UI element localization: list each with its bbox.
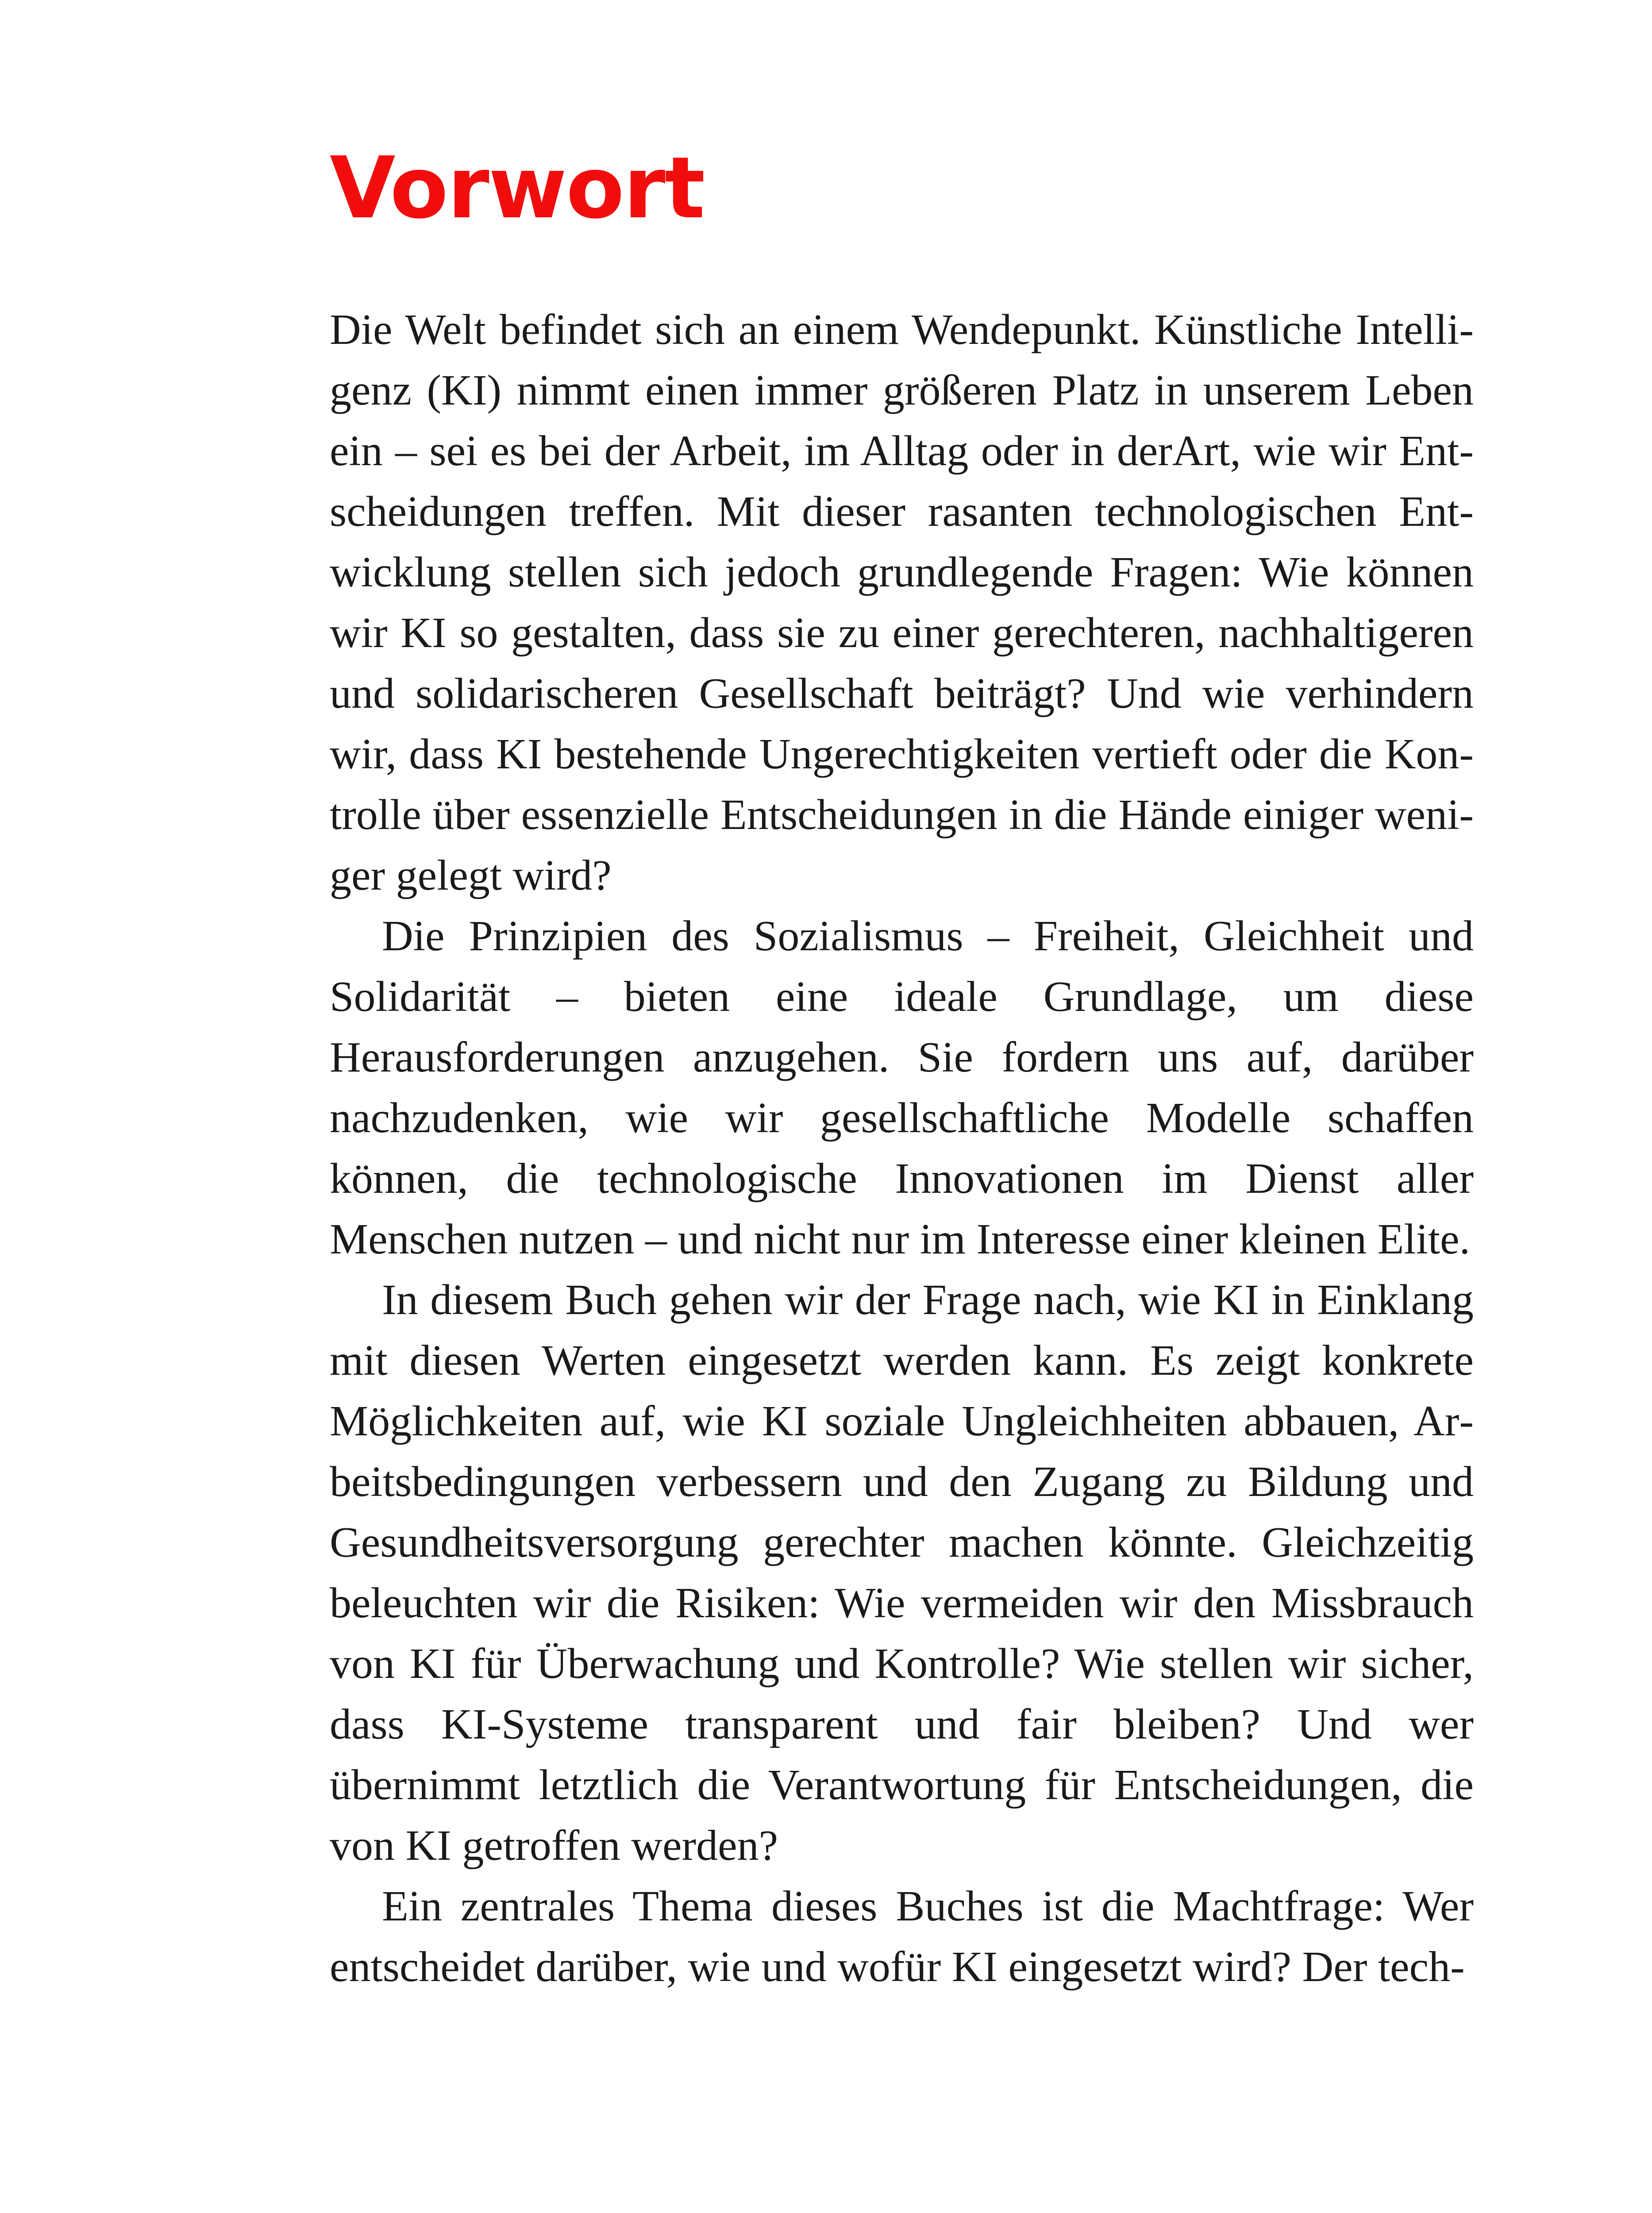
body-text	[330, 300, 1474, 1997]
paragraph: Die Welt befindet sich an einem Wendepunkt. Künstliche Intelligenz (KI) nimmt einen immer größeren Platz in unserem Leben ein – sei es bei der Arbeit, im Alltag oder in derArt, wie wir Entscheidungen treffen. Mit dieser rasanten technologischen Entwicklung stellen sich jedoch grundlegende Fragen: Wie können wir KI so gestalten, dass sie zu einer gerechteren, nachhaltigeren und solidarischeren Gesellschaft beiträgt? Und wie verhindern wir, dass KI bestehende Ungerechtigkeiten vertieft oder die Kontrolle über essenzielle Entscheidungen in die Hände einiger weniger gelegt wird?	[330, 306, 1474, 899]
paragraph: In diesem Buch gehen wir der Frage nach, wie KI in Einklang mit diesen Werten eingesetzt werden kann. Es zeigt konkrete Möglichkeiten auf, wie KI soziale Ungleichheiten abbauen, Arbeitsbedingungen verbessern und den Zugang zu Bildung und Gesundheitsversorgung gerechter machen könnte. Gleichzeitig beleuchten wir die Risiken: Wie vermeiden wir den Missbrauch von KI für Überwachung und Kontrolle? Wie stellen wir sicher, dass KI-Systeme transparent und fair bleiben? Und wer übernimmt letztlich die Verantwortung für Entscheidungen, die von KI getroffen werden?	[330, 1276, 1474, 1870]
paragraph: Ein zentrales Thema dieses Buches ist die Machtfrage: Wer entscheidet darüber, wie und wofür KI eingesetzt wird? Der tech-	[330, 1882, 1474, 1991]
paragraph: Die Prinzipien des Sozialismus – Freiheit, Gleichheit und Solidarität – bieten eine ideale Grundlage, um diese Herausforderungen anzugehen. Sie fordern uns auf, darüber nachzudenken, wie wir gesellschaftliche Modelle schaffen können, die technologische Innovationen im Dienst aller Menschen nutzen – und nicht nur im Interesse einer kleinen Elite.	[330, 912, 1474, 1263]
page-content	[330, 139, 1474, 1997]
chapter-title: Vorwort	[330, 139, 705, 238]
